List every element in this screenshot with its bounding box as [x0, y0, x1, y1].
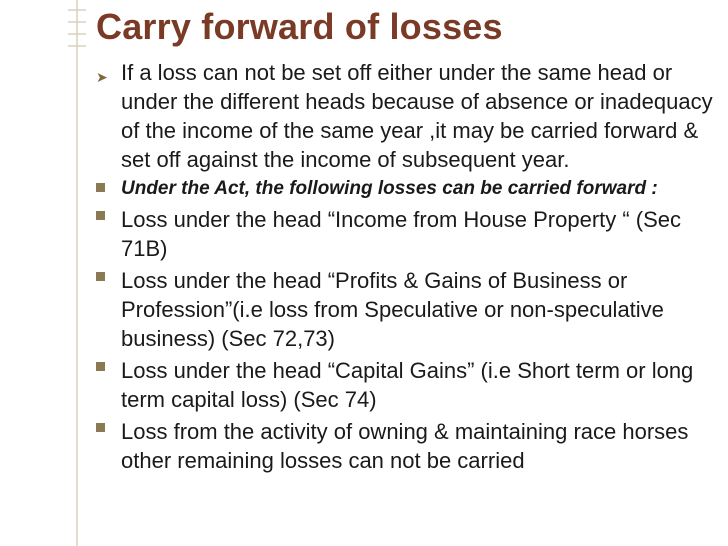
slide-title: Carry forward of losses — [96, 6, 503, 47]
square-bullet-icon — [96, 272, 105, 281]
bullet-item — [96, 356, 716, 414]
bullet-text: Loss under the head “Capital Gains” (i.e Short term or long term capital loss) (Sec 74) — [121, 358, 694, 412]
arrow-bullet-icon: ➤ — [96, 69, 108, 85]
bullet-item — [96, 205, 716, 263]
bullet-text: If a loss can not be set off either under the same head or under the different heads because of absence or inadequacy of the income of the same year ,it may be carried forward & set off against the income of subsequent year. — [121, 60, 713, 172]
bullet-item — [96, 177, 716, 200]
decorative-left-rule — [76, 0, 78, 546]
bullet-list — [96, 58, 716, 475]
square-bullet-icon — [96, 211, 105, 220]
decorative-corner-ornament — [66, 0, 88, 80]
bullet-text: Under the Act, the following losses can be carried forward : — [121, 178, 658, 199]
bullet-text: Loss under the head “Profits & Gains of Business or Profession”(i.e loss from Speculative or non-speculative business) (Sec 72,73) — [121, 268, 664, 351]
square-bullet-icon — [96, 362, 105, 371]
square-bullet-icon — [96, 423, 105, 432]
bullet-item — [96, 417, 716, 475]
bullet-text: Loss from the activity of owning & maintaining race horses other remaining losses can not be carried — [121, 419, 689, 473]
bullet-item — [96, 266, 716, 353]
bullet-item — [96, 58, 716, 174]
square-bullet-icon — [96, 183, 105, 192]
bullet-text: Loss under the head “Income from House Property “ (Sec 71B) — [121, 207, 682, 261]
